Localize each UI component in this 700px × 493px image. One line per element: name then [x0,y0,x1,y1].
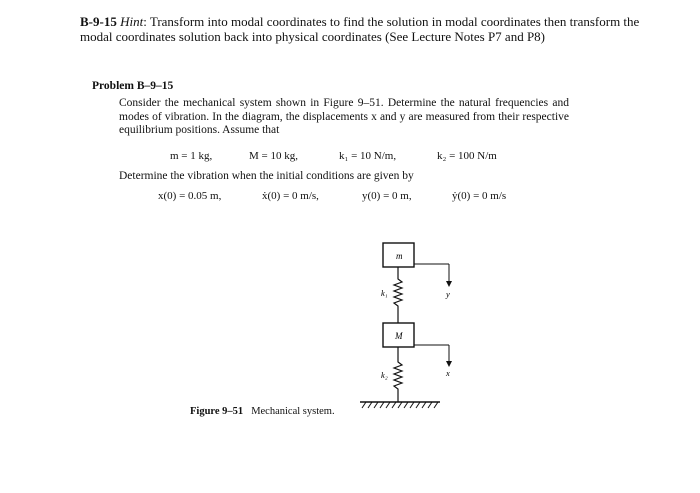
initial-x0: x(0) = 0.05 m, [158,190,222,202]
initial-y0: y(0) = 0 m, [362,190,412,202]
mass-m-label: m [396,251,403,261]
param-m: m = 1 kg, [170,150,213,162]
caption-label: Figure 9–51 [190,406,244,417]
hint-text: : Transform into modal coordinates to find the solution in modal coordinates then transform the modal coordinates solution back into physical coordinates (See Lecture Notes P7 and P8) [80,14,640,44]
y-arrow-head [446,281,452,287]
figure-caption [190,406,335,417]
param-k2: k₂ = 100 N/m [437,150,497,162]
param-k1: k₁ = 10 N/m, [339,150,397,162]
caption-text: Mechanical system. [251,406,335,417]
problem-statement: Consider the mechanical system shown in Figure 9–51. Determine the natural frequencies and modes of vibration. In the diagram, the displacements x and y are measured from their respective equilibrium positions. Assume that [119,97,569,136]
spring-k1 [394,267,402,323]
problem-title: Problem B–9–15 [92,80,174,92]
initial-xdot0: ẋ(0) = 0 m/s, [262,190,319,202]
hint-label: B-9-15 [80,14,117,29]
initial-ydot0: ẏ(0) = 0 m/s [452,190,507,202]
mass-M-label: M [395,331,403,341]
hint-word: Hint [120,14,144,29]
param-M: M = 10 kg, [249,150,298,162]
x-arrow-head [446,361,452,367]
initial-conditions-text: Determine the vibration when the initial conditions are given by [119,170,414,182]
y-label: y [446,289,450,299]
spring-k2 [394,347,402,402]
spring-k1-label: k₁ [381,288,388,298]
spring-k2-label: k₂ [381,370,388,380]
ground-hatch [362,402,438,408]
x-label: x [446,368,450,378]
